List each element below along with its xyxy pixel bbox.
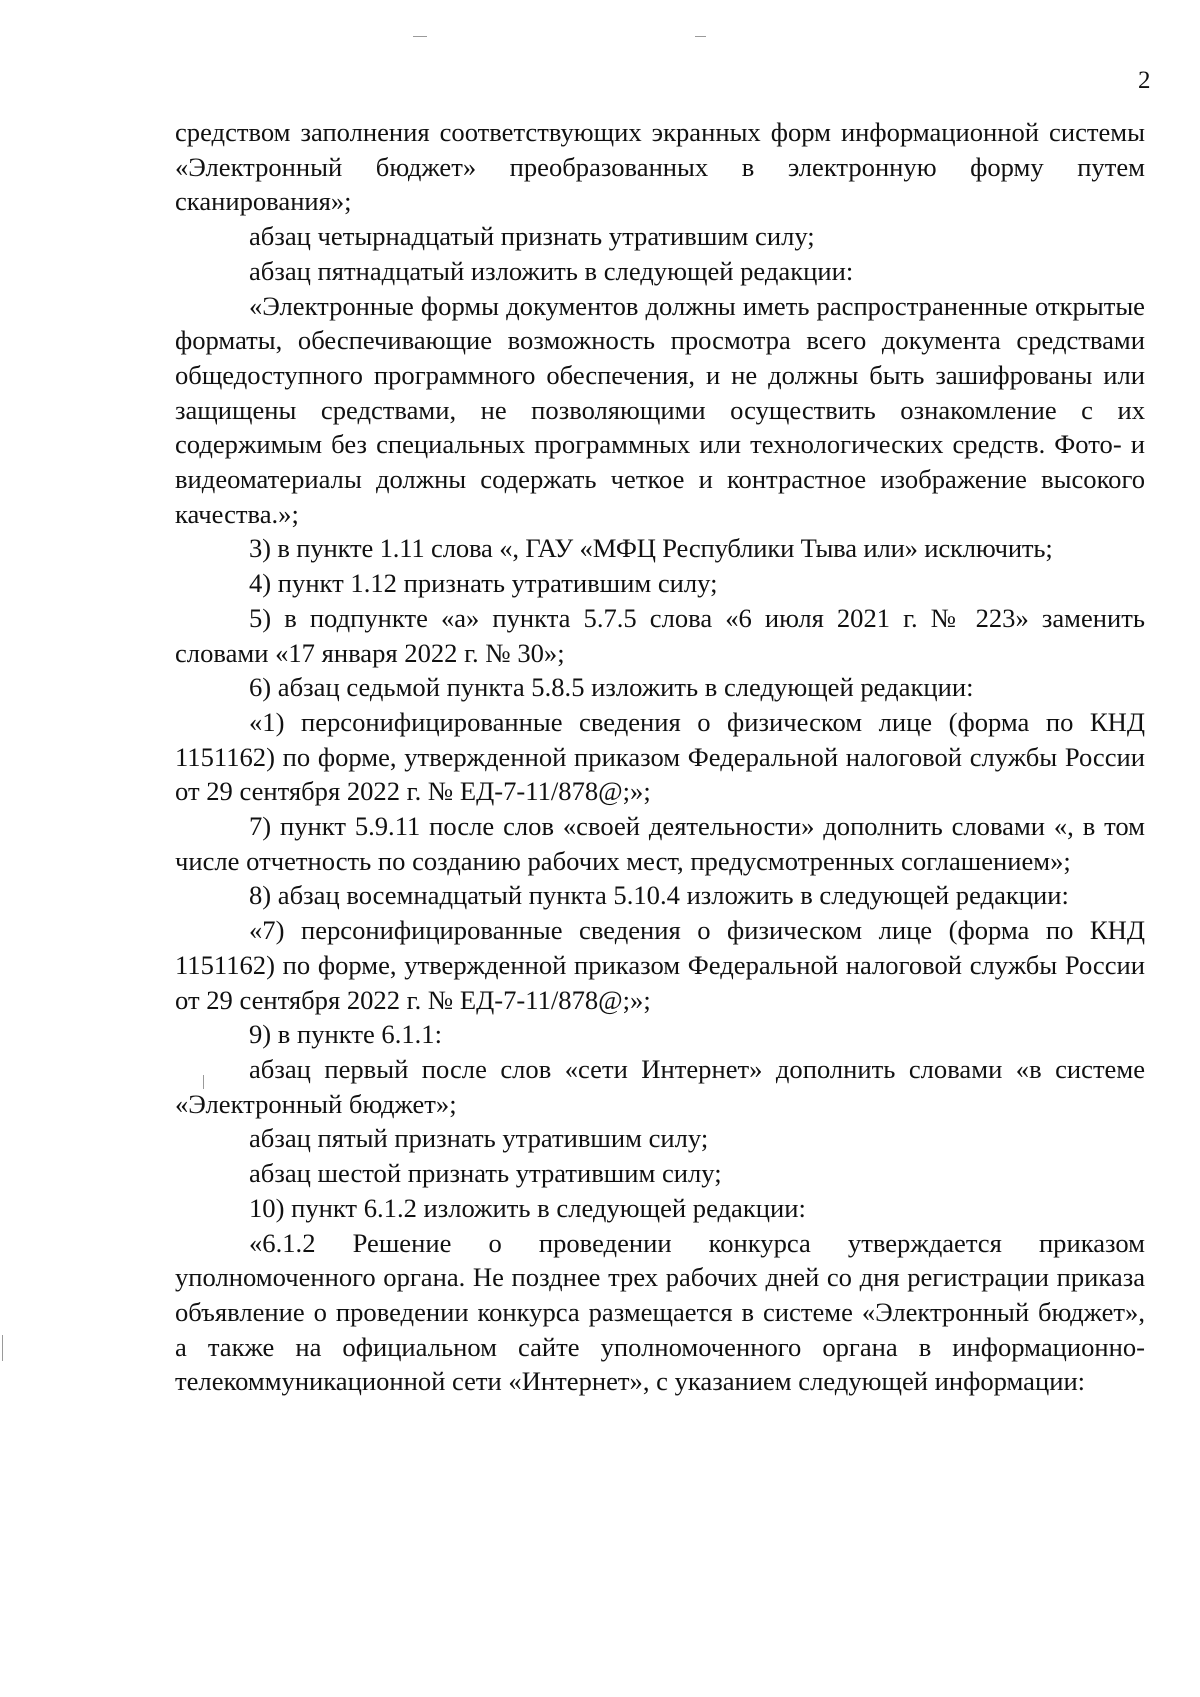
paragraph-quoted-text: «Электронные формы документов должны иметь распространенные открытые форматы, обеспечивающие возможность просмотра всего документа средствами общедоступного программного обеспечения, и не должны быть зашифрованы или защищены средствами, не позволяющими осуществить ознакомление с их содержимым без специальных программных или технологических средств. Фото- и видеоматериалы должны содержать четкое и контрастное изображение высокого качества.»; bbox=[175, 290, 1145, 529]
paragraph-clause: абзац пятый признать утратившим силу; bbox=[249, 1123, 709, 1154]
paragraph-quoted-text: «6.1.2 Решение о проведении конкурса утверждается приказом уполномоченного органа. Не позднее трех рабочих дней со дня регистрации приказа объявление о проведении конкурса размещается в системе «Электронный бюджет», а также на официальном сайте уполномоченного органа в информационно-телекоммуникационной сети «Интернет», с указанием следующей информации: bbox=[175, 1227, 1145, 1397]
scan-artifact-mark bbox=[2, 1335, 3, 1361]
paragraph-clause: абзац шестой признать утратившим силу; bbox=[249, 1158, 722, 1189]
paragraph-clause: абзац четырнадцатый признать утратившим силу; bbox=[249, 221, 815, 252]
paragraph-clause: абзац пятнадцатый изложить в следующей редакции: bbox=[249, 255, 854, 286]
paragraph-item-10: 10) пункт 6.1.2 изложить в следующей редакции: bbox=[249, 1192, 806, 1223]
page-number: 2 bbox=[1138, 67, 1151, 94]
paragraph-continuation: средством заполнения соответствующих экранных форм информационной системы «Электронный бюджет» преобразованных в электронную форму путем сканирования»; bbox=[175, 117, 1145, 217]
paragraph-item-5: 5) в подпункте «а» пункта 5.7.5 слова «6 июля 2021 г. № 223» заменить словами «17 января 2022 г. № 30»; bbox=[175, 602, 1145, 668]
document-body bbox=[175, 115, 1145, 1399]
paragraph-item-4: 4) пункт 1.12 признать утратившим силу; bbox=[249, 568, 718, 599]
paragraph-item-7: 7) пункт 5.9.11 после слов «своей деятельности» дополнить словами «, в том числе отчетность по созданию рабочих мест, предусмотренных соглашением»; bbox=[175, 811, 1145, 876]
paragraph-clause: абзац первый после слов «сети Интернет» дополнить словами «в системе «Электронный бюджет»; bbox=[175, 1053, 1145, 1119]
paragraph-item-8: 8) абзац восемнадцатый пункта 5.10.4 изложить в следующей редакции: bbox=[249, 880, 1069, 911]
paragraph-item-6: 6) абзац седьмой пункта 5.8.5 изложить в следующей редакции: bbox=[249, 672, 974, 703]
paragraph-quoted-text: «1) персонифицированные сведения о физическом лице (форма по КНД 1151162) по форме, утвержденной приказом Федеральной налоговой службы России от 29 сентября 2022 г. № ЕД-7-11/878@;»; bbox=[175, 706, 1145, 807]
scan-artifact-mark bbox=[413, 36, 427, 37]
paragraph-item-9: 9) в пункте 6.1.1: bbox=[249, 1019, 442, 1050]
scan-artifact-mark bbox=[695, 36, 706, 37]
paragraph-quoted-text: «7) персонифицированные сведения о физическом лице (форма по КНД 1151162) по форме, утвержденной приказом Федеральной налоговой службы России от 29 сентября 2022 г. № ЕД-7-11/878@;»; bbox=[175, 915, 1145, 1015]
paragraph-item-3: 3) в пункте 1.11 слова «, ГАУ «МФЦ Республики Тыва или» исключить; bbox=[249, 533, 1053, 564]
